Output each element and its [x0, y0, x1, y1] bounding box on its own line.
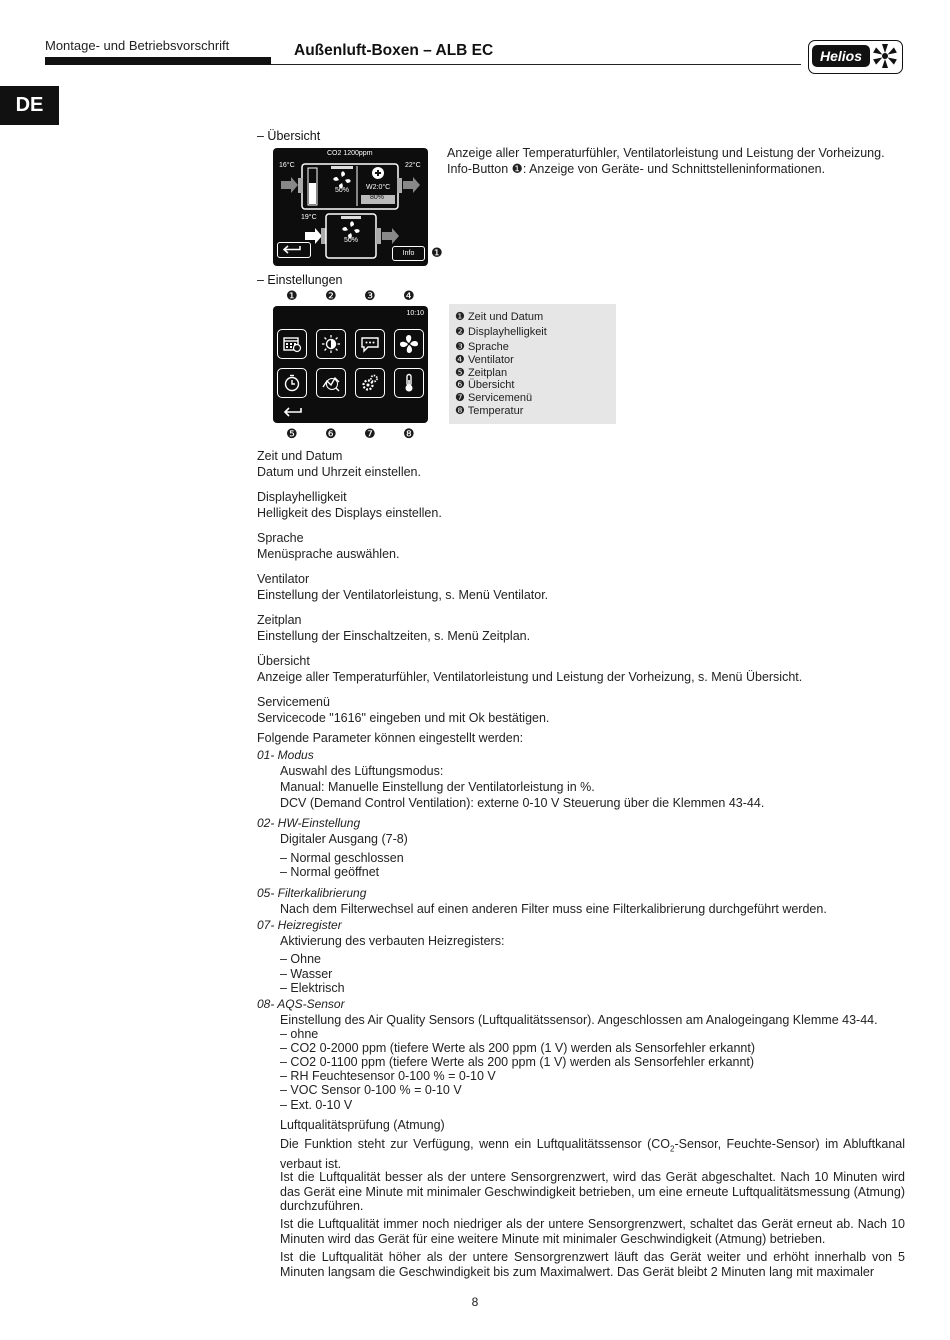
thermometer-icon[interactable]: [394, 368, 424, 398]
co2-readout: CO2 1200ppm: [327, 150, 373, 157]
param-title: 08- AQS-Sensor: [257, 997, 345, 1011]
page-number: 8: [471, 1295, 479, 1309]
w-label: W2:0°C: [366, 184, 391, 191]
item-text: Helligkeit des Displays einstellen.: [257, 506, 442, 520]
header-bar: [45, 57, 271, 65]
chart-icon[interactable]: [316, 368, 346, 398]
item-text: Einstellung der Einschaltzeiten, s. Menü Zeitplan.: [257, 629, 531, 643]
fan-logo-icon: [872, 43, 898, 69]
temp-right: 22°C: [405, 162, 421, 169]
legend-item: ❹ Ventilator: [455, 354, 514, 366]
params-intro: Folgende Parameter können eingestellt werden:: [257, 731, 524, 745]
legend-item: ❽ Temperatur: [455, 405, 524, 417]
param-line: Auswahl des Lüftungsmodus:: [280, 764, 444, 778]
param-line: DCV (Demand Control Ventilation): externe 0-10 V Steuerung über die Klemmen 43-44.: [280, 796, 765, 810]
fan2-percent: 50%: [344, 237, 359, 244]
callout-1: ❶: [286, 288, 298, 303]
brightness-icon[interactable]: [316, 329, 346, 359]
param-line: – Wasser: [280, 967, 333, 981]
item-title: Displayhelligkeit: [257, 490, 347, 504]
back-arrow-icon: [283, 405, 305, 419]
info-callout: ❶: [431, 245, 443, 260]
callout-4: ❹: [403, 288, 415, 303]
settings-legend: [449, 304, 616, 424]
clock: 10:10: [406, 310, 424, 317]
legend-item: ❺ Zeitplan: [455, 367, 508, 379]
settings-heading: – Einstellungen: [257, 273, 343, 287]
param-line: – Normal geschlossen: [280, 851, 404, 865]
callout-3: ❸: [364, 288, 376, 303]
param-line: – RH Feuchtesensor 0-100 % = 0-10 V: [280, 1069, 496, 1083]
language-tab: DE: [0, 86, 59, 125]
param-line: – Ext. 0-10 V: [280, 1098, 353, 1112]
param-line: – CO2 0-1100 ppm (tiefere Werte als 200 ppm (1 V) werden als Sensorfehler erkannt): [280, 1055, 755, 1069]
param-line: Aktivierung des verbauten Heizregisters:: [280, 934, 505, 948]
item-text: Datum und Uhrzeit einstellen.: [257, 465, 421, 479]
settings-display: [273, 306, 428, 423]
param-title: 07- Heizregister: [257, 918, 342, 932]
back-arrow-icon: [278, 243, 308, 256]
document-title: Außenluft-Boxen – ALB EC: [294, 42, 494, 59]
aqs-paragraph: Ist die Luftqualität besser als der untere Sensorgrenzwert, wird das Gerät abgeschaltet. Nach 10 Minuten wird das Gerät eine Minute mit minimaler Geschwindigkeit betrieben, um eine erneute Luftqualitätsmessung (Atmung) durchzuführen.: [280, 1170, 905, 1213]
callout-8: ❽: [403, 426, 415, 441]
aqs-check-title: Luftqualitätsprüfung (Atmung): [280, 1118, 445, 1132]
fan1-percent: 50%: [335, 187, 350, 194]
item-title: Zeitplan: [257, 613, 302, 627]
param-line: Einstellung des Air Quality Sensors (Luftqualitätssensor). Angeschlossen am Analogeingang Klemme 43-44.: [280, 1013, 878, 1027]
overview-text-1: Anzeige aller Temperaturfühler, Ventilatorleistung und Leistung der Vorheizung.: [447, 146, 885, 160]
timer-icon[interactable]: [277, 368, 307, 398]
item-title: Zeit und Datum: [257, 449, 343, 463]
callout-6: ❻: [325, 426, 337, 441]
item-title: Ventilator: [257, 572, 310, 586]
helios-logo: [808, 40, 903, 74]
item-title: Sprache: [257, 531, 304, 545]
overview-heading: – Übersicht: [257, 129, 321, 143]
item-title: Übersicht: [257, 654, 310, 668]
temp-bottom: 19°C: [301, 214, 317, 221]
overview-display: [273, 148, 428, 266]
param-line: – CO2 0-2000 ppm (tiefere Werte als 200 ppm (1 V) werden als Sensorfehler erkannt): [280, 1041, 755, 1055]
fan-icon[interactable]: [394, 329, 424, 359]
gears-icon[interactable]: [355, 368, 385, 398]
callout-7: ❼: [364, 426, 376, 441]
logo-wordmark: Helios: [812, 45, 870, 67]
overview-text-2: Info-Button ❶: Anzeige von Geräte- und Schnittstelleninformationen.: [447, 162, 826, 176]
item-text: Menüsprache auswählen.: [257, 547, 400, 561]
temp-left: 16°C: [279, 162, 295, 169]
item-text: Servicecode "1616" eingeben und mit Ok bestätigen.: [257, 711, 550, 725]
callout-2: ❷: [325, 288, 337, 303]
legend-item: ❼ Servicemenü: [455, 392, 533, 404]
document-type: Montage- und Betriebsvorschrift: [45, 38, 230, 53]
item-title: Servicemenü: [257, 695, 330, 709]
back-button[interactable]: [283, 405, 305, 424]
heater-percent: 80%: [370, 194, 385, 201]
param-title: 01- Modus: [257, 748, 314, 762]
param-line: – ohne: [280, 1027, 319, 1041]
aqs-paragraph: Die Funktion steht zur Verfügung, wenn ein Luftqualitätssensor ($CO_2$-Sensor, Feuchte-Sensor) im Abluftkanal verbaut ist.: [280, 1137, 905, 1171]
legend-item: ❻ Übersicht: [455, 379, 515, 391]
calendar-icon[interactable]: [277, 329, 307, 359]
legend-item: ❸ Sprache: [455, 341, 509, 353]
header-rule: [271, 64, 801, 65]
param-title: 02- HW-Einstellung: [257, 816, 361, 830]
aqs-paragraph: Ist die Luftqualität höher als der untere Sensorgrenzwert läuft das Gerät weiter und erhöht innerhalb von 5 Minuten langsam die Geschwindigkeit bis zum Maximalwert. Das Gerät bleibt 2 Minuten lang mit maximaler: [280, 1250, 905, 1279]
param-line: – VOC Sensor 0-100 % = 0-10 V: [280, 1083, 462, 1097]
param-line: – Normal geöffnet: [280, 865, 380, 879]
item-text: Anzeige aller Temperaturfühler, Ventilatorleistung und Leistung der Vorheizung, s. Menü Übersicht.: [257, 670, 803, 684]
item-text: Einstellung der Ventilatorleistung, s. Menü Ventilator.: [257, 588, 549, 602]
param-line: Digitaler Ausgang (7-8): [280, 832, 408, 846]
aqs-paragraph: Ist die Luftqualität immer noch niedriger als der untere Sensorgrenzwert, schaltet das Gerät erneut ab. Nach 10 Minuten wird das Gerät für eine weitere Minute mit minimaler Geschwindigkeit (Atmung) betrieben.: [280, 1217, 905, 1246]
param-title: 05- Filterkalibrierung: [257, 886, 367, 900]
param-line: Nach dem Filterwechsel auf einen anderen Filter muss eine Filterkalibrierung durchgeführt werden.: [280, 902, 827, 916]
param-line: – Elektrisch: [280, 981, 345, 995]
legend-item: ❶ Zeit und Datum: [455, 311, 544, 323]
back-button[interactable]: [277, 242, 311, 258]
legend-item: ❷ Displayhelligkeit: [455, 326, 547, 338]
language-icon[interactable]: [355, 329, 385, 359]
param-line: – Ohne: [280, 952, 322, 966]
param-line: Manual: Manuelle Einstellung der Ventilatorleistung in %.: [280, 780, 595, 794]
callout-5: ❺: [286, 426, 298, 441]
info-button[interactable]: Info: [392, 246, 425, 261]
